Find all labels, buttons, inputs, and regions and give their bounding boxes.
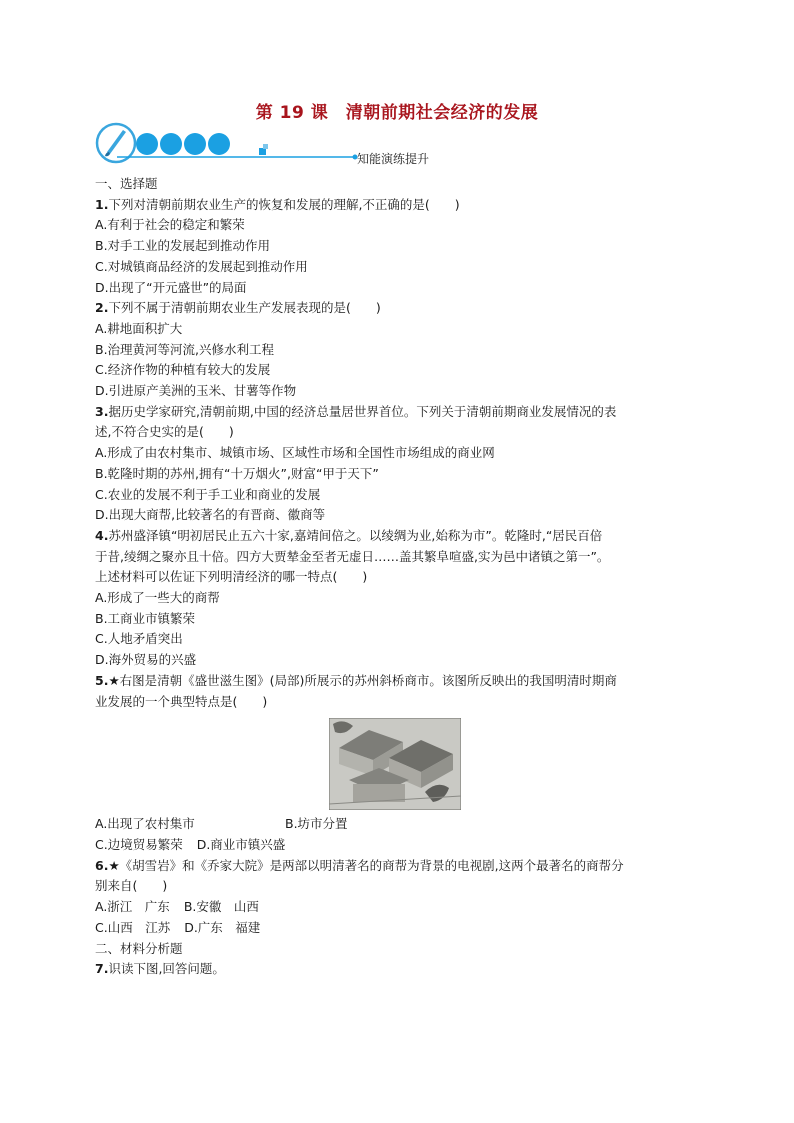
option: B.坊市分置 (285, 816, 348, 832)
question-7 (95, 959, 715, 980)
question-text-cont: 述,不符合史实的是( ) (95, 424, 234, 440)
section-heading-choice: 一、选择题 (95, 176, 158, 191)
question-2 (95, 298, 715, 319)
option: B.治理黄河等河流,兴修水利工程 (95, 341, 275, 357)
question-text-cont: 上述材料可以佐证下列明清经济的哪一特点( ) (95, 569, 368, 585)
option: C.山西 江苏 (95, 919, 171, 935)
question-3 (95, 402, 715, 423)
question-text-cont: 于昔,绫绸之聚亦且十倍。四方大贾辇金至者无虚日……盖其繁阜喧盛,实为邑中诸镇之第一”。 (95, 548, 610, 564)
option: C.农业的发展不利于手工业和商业的发展 (95, 486, 321, 502)
option: D.广东 福建 (184, 919, 261, 935)
option: B.乾隆时期的苏州,拥有“十万烟火”,财富“甲于天下” (95, 465, 379, 481)
option-row (95, 918, 715, 939)
question-text: 识读下图,回答问题。 (108, 961, 225, 977)
market-painting-image (329, 718, 461, 810)
question-text: ★《胡雪岩》和《乔家大院》是两部以明清著名的商帮为背景的电视剧,这两个最著名的商帮分 (108, 857, 624, 873)
question-number: 7. (95, 961, 109, 977)
question-number: 6. (95, 857, 109, 873)
option-row (95, 835, 715, 856)
exercise-content (95, 174, 715, 980)
banner-label: 知能演练提升 (357, 152, 430, 166)
question-text: 下列不属于清朝前期农业生产发展表现的是( ) (108, 300, 381, 316)
question-text: 下列对清朝前期农业生产的恢复和发展的理解,不正确的是( ) (108, 196, 460, 212)
question-5 (95, 671, 715, 692)
question-number: 2. (95, 300, 109, 316)
option: B.工商业市镇繁荣 (95, 610, 196, 626)
option: D.海外贸易的兴盛 (95, 652, 197, 668)
question-text: ★右图是清朝《盛世滋生图》(局部)所展示的苏州斜桥商市。该图所反映出的我国明清时期商 (108, 672, 617, 688)
question-number: 3. (95, 403, 109, 419)
option: A.出现了农村集市 (95, 816, 195, 832)
question-text: 据历史学家研究,清朝前期,中国的经济总量居世界首位。下列关于清朝前期商业发展情况的表 (108, 403, 617, 419)
question-text-cont: 业发展的一个典型特点是( ) (95, 693, 268, 709)
option: C.经济作物的种植有较大的发展 (95, 362, 271, 378)
option: A.有利于社会的稳定和繁荣 (95, 217, 245, 233)
lesson-title: 第 19 课 清朝前期社会经济的发展 (255, 103, 539, 123)
option: D.出现大商帮,比较著名的有晋商、徽商等 (95, 507, 326, 523)
question-number: 4. (95, 527, 109, 543)
question-number: 5. (95, 672, 109, 688)
option: C.人地矛盾突出 (95, 631, 183, 647)
question-text-cont: 别来自( ) (95, 878, 168, 894)
option: A.耕地面积扩大 (95, 320, 183, 336)
option: B.安徽 山西 (183, 899, 259, 915)
option-row (95, 814, 715, 835)
option: B.对手工业的发展起到推动作用 (95, 238, 271, 254)
question-1 (95, 195, 715, 216)
option: D.引进原产美洲的玉米、甘薯等作物 (95, 383, 297, 399)
question-number: 1. (95, 196, 109, 212)
option-row (95, 897, 715, 918)
question-6 (95, 856, 715, 877)
question-4 (95, 526, 715, 547)
option: A.形成了由农村集市、城镇市场、区域性市场和全国性市场组成的商业网 (95, 445, 495, 461)
option: A.形成了一些大的商帮 (95, 590, 220, 606)
option: A.浙江 广东 (95, 899, 170, 915)
option: D.出现了“开元盛世”的局面 (95, 279, 247, 295)
option: C.边境贸易繁荣 (95, 836, 183, 852)
section-heading-material: 二、材料分析题 (95, 940, 183, 956)
option: C.对城镇商品经济的发展起到推动作用 (95, 258, 308, 274)
option: D.商业市镇兴盛 (196, 836, 286, 852)
question-text: 苏州盛泽镇“明初居民止五六十家,嘉靖间倍之。以绫绸为业,始称为市”。乾隆时,“居民百倍 (108, 527, 603, 543)
